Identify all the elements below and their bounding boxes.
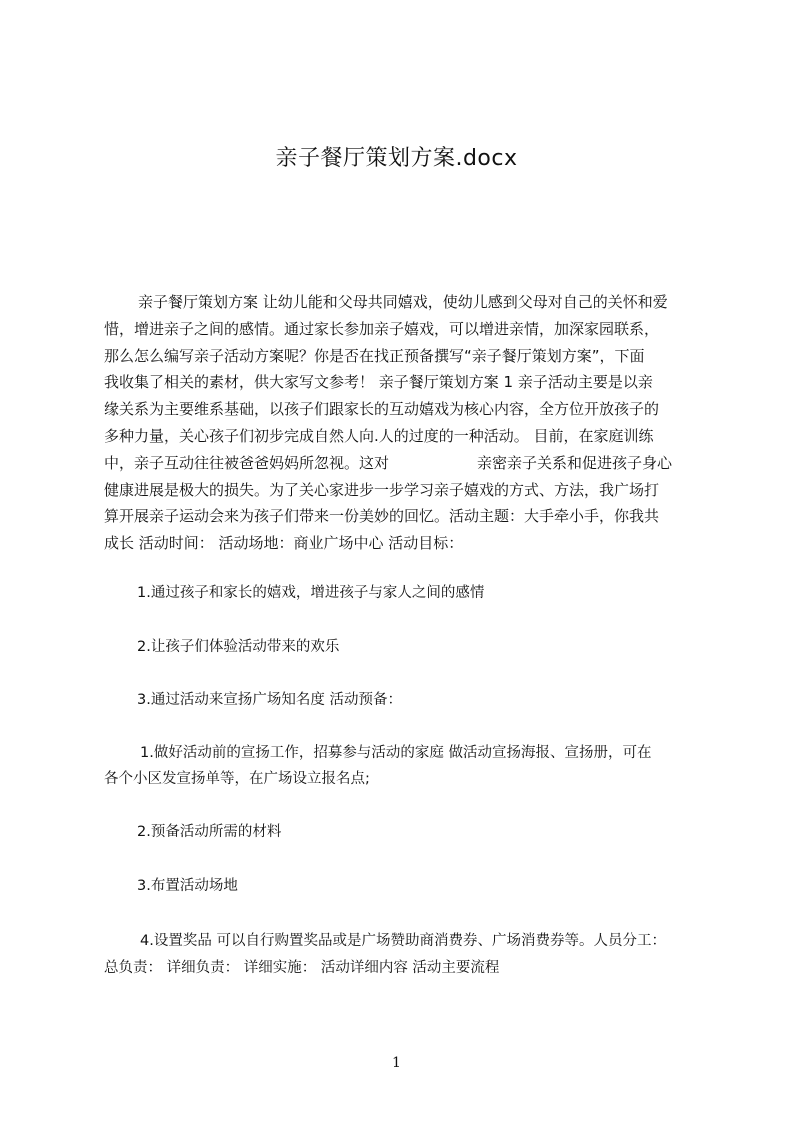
goal-item: 1.通过孩子和家长的嬉戏，增进孩子与家人之间的感情 xyxy=(137,585,485,601)
goal-item: 3.通过活动来宣扬广场知名度 活动预备： xyxy=(137,692,402,708)
prep-item-line: 总负责： 详细负责： 详细实施： 活动详细内容 活动主要流程 xyxy=(104,960,500,976)
prep-item-line: 4.设置奖品 可以自行购置奖品或是广场赞助商消费券、广场消费券等。人员分工： xyxy=(140,933,666,949)
intro-line: 惜，增进亲子之间的感情。通过家长参加亲子嬉戏，可以增进亲情，加深家园联系， xyxy=(104,319,660,338)
intro-line: 缘关系为主要维系基础，以孩子们跟家长的互动嬉戏为核心内容，全方位开放孩子的 xyxy=(104,400,660,419)
intro-line-split xyxy=(104,450,712,477)
intro-line-part: 中，亲子互动往往被爸爸妈妈所忽视。这对 xyxy=(104,453,390,472)
prep-item-line: 1.做好活动前的宣扬工作，招募参与活动的家庭 做活动宣扬海报、宣扬册，可在 xyxy=(140,745,652,761)
page-number: 1 xyxy=(392,1055,401,1071)
intro-paragraph xyxy=(104,289,712,557)
prep-item: 3.布置活动场地 xyxy=(137,878,238,894)
intro-line-part: 亲密亲子关系和促进孩子身心 xyxy=(477,453,673,472)
prep-item: 2.预备活动所需的材料 xyxy=(137,824,282,840)
document-title: 亲子餐厅策划方案.docx xyxy=(275,146,518,171)
intro-line: 多种力量，关心孩子们初步完成自然人向.人的过度的一种活动。 目前，在家庭训练 xyxy=(104,426,654,445)
prep-item-line: 各个小区发宣扬单等，在广场设立报名点; xyxy=(104,771,370,787)
goal-item: 2.让孩子们体验活动带来的欢乐 xyxy=(137,639,340,655)
intro-line: 亲子餐厅策划方案 让幼儿能和父母共同嬉戏，使幼儿感到父母对自己的关怀和爱 xyxy=(138,293,668,311)
intro-line: 那么怎么编写亲子活动方案呢？你是否在找正预备撰写“亲子餐厅策划方案”，下面 xyxy=(104,346,645,365)
intro-line: 成长 活动时间： 活动场地：商业广场中心 活动目标： xyxy=(104,534,464,553)
intro-line: 我收集了相关的素材，供大家写文参考！ 亲子餐厅策划方案 1 亲子活动主要是以亲 xyxy=(104,373,653,392)
intro-line: 健康进展是极大的损失。为了关心家进步一步学习亲子嬉戏的方式、方法，我广场打 xyxy=(104,480,660,499)
intro-line: 算开展亲子运动会来为孩子们带来一份美妙的回忆。活动主题：大手牵小手，你我共 xyxy=(104,507,660,526)
